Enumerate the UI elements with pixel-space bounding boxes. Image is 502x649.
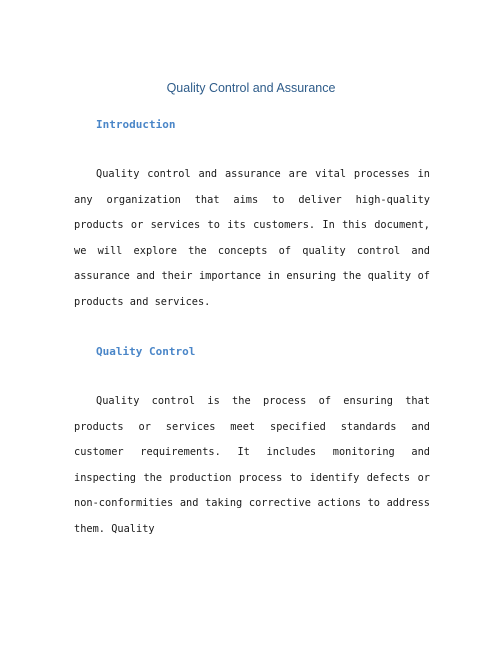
section-paragraph-introduction: Quality control and assurance are vital processes in any organization that aims to deliver high-quality products or services to its customers. In this document, we will explore the concepts of quality control and assurance and their importance in ensuring the quality of products and services. xyxy=(74,168,430,308)
section-heading-quality-control: Quality Control xyxy=(96,345,196,358)
section-heading-introduction: Introduction xyxy=(96,118,176,131)
document-title: Quality Control and Assurance xyxy=(166,81,336,95)
section-paragraph-quality-control: Quality control is the process of ensuring that products or services meet specified standards and customer requirements. It includes monitoring and inspecting the production process to identify defects or non-conformities and taking corrective actions to address them. Quality xyxy=(74,395,430,535)
